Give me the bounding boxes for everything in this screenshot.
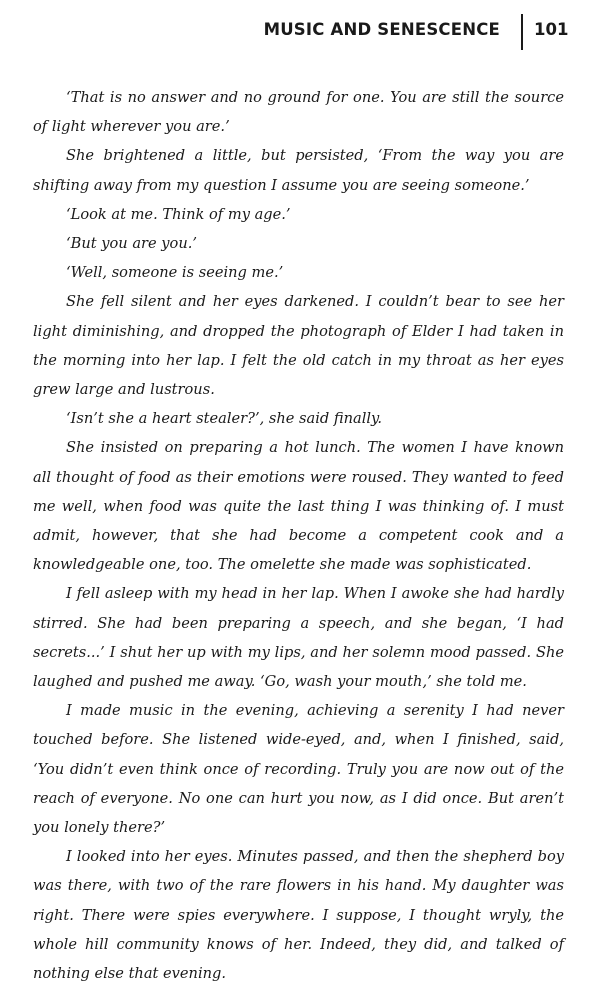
paragraph: I fell asleep with my head in her lap. When I awoke she had hardly stirred. She had been preparing a speech, and she began, ‘I had secrets...’ I shut her up with my lips, and her solemn mood passed. She laughed and pushed me away. ‘Go, wash your mouth,’ she told me. [33,585,564,691]
paragraph: I looked into her eyes. Minutes passed, and then the shepherd boy was there, with two of the rare flowers in his hand. My daughter was right. There were spies everywhere. I suppose, I thought wryly, the whole hill community knows of her. Indeed, they did, and talked of nothing else that evening. [33,848,564,983]
paragraph: ‘Isn’t she a heart stealer?’, she said finally. [66,410,382,428]
header-divider [521,14,523,50]
page-number: 101 [534,20,569,39]
paragraph: ‘Look at me. Think of my age.’ [66,205,291,223]
paragraph: I made music in the evening, achieving a serenity I had never touched before. She listened wide-eyed, and, when I finished, said, ‘You didn’t even think once of recording. Truly you are now out of the reach of everyone. No one can hurt you now, as I did once. But aren’t you lonely there?’ [33,702,564,837]
paragraph: ‘But you are you.’ [66,235,197,253]
running-head [0,14,600,50]
paragraph: She insisted on preparing a hot lunch. The women I have known all thought of food as their emotions were roused. They wanted to feed me well, when food was quite the last thing I was thinking of. I must admit, however, that she had become a competent cook and a knowledgeable one, too. The omelette she made was sophisticated. [33,439,564,574]
paragraph: She fell silent and her eyes darkened. I couldn’t bear to see her light diminishing, and dropped the photograph of Elder I had taken in the morning into her lap. I felt the old catch in my throat as her eyes grew large and lustrous. [33,293,564,399]
paragraph: ‘Well, someone is seeing me.’ [66,264,284,282]
body-text [33,83,564,988]
paragraph: She brightened a little, but persisted, ‘From the way you are shifting away from my question I assume you are seeing someone.’ [33,147,564,194]
running-title: MUSIC AND SENESCENCE [263,20,500,39]
paragraph: ‘That is no answer and no ground for one. You are still the source of light wherever you are.’ [33,89,564,136]
